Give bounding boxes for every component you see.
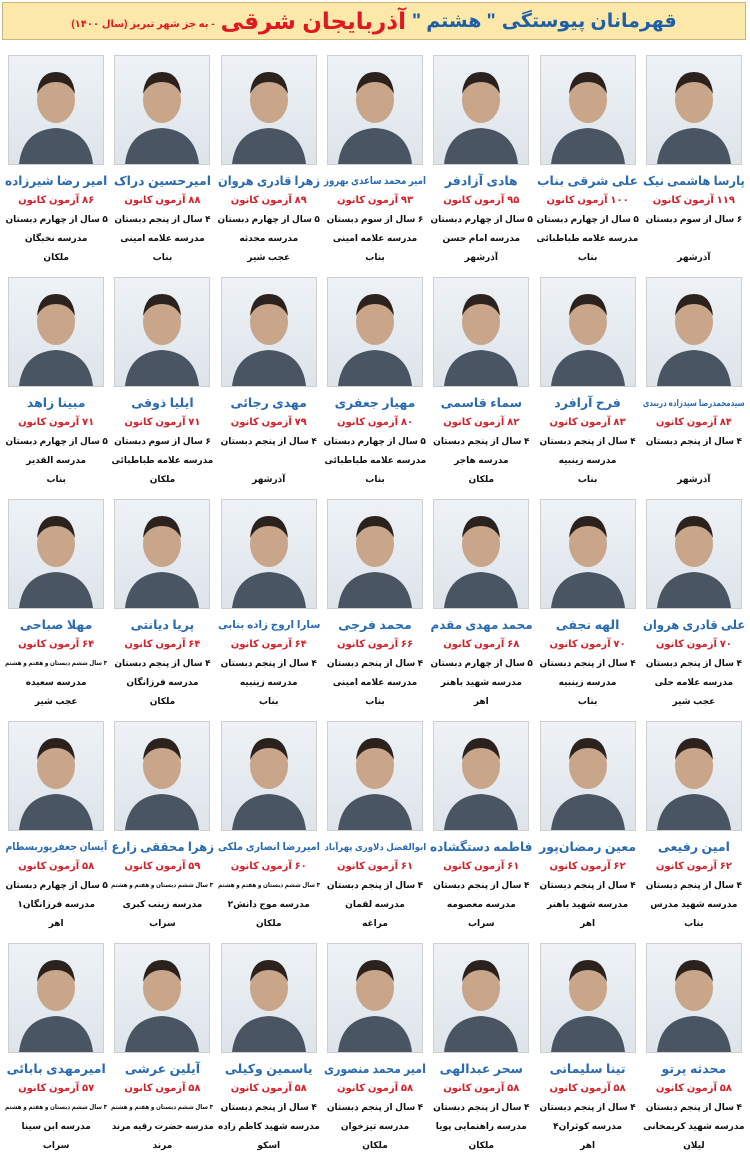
student-name: معین رمضان‌پور — [539, 840, 637, 854]
exam-count: ۶۱ آزمون کانون — [443, 861, 520, 872]
student-name: ابوالفضل دلاوری پهرآباد — [324, 842, 426, 852]
student-name: سحر عبدالهی — [439, 1062, 523, 1076]
city-name: بناب — [577, 252, 598, 262]
student-card — [109, 716, 215, 938]
student-card — [322, 716, 428, 938]
grade-span: ۴ سال از پنجم دبستان — [326, 658, 424, 668]
exam-count: ۸۲ آزمون کانون — [443, 417, 520, 428]
school-name: مدرسه علامه امینی — [332, 677, 418, 687]
poster-header — [2, 2, 746, 40]
student-name: سیدمحمدرضا سیدزاده دربندی — [643, 398, 745, 408]
student-card — [641, 272, 747, 494]
student-name: هادی آزادفر — [444, 174, 518, 188]
grade-span: ۵ سال از چهارم دبستان — [5, 214, 108, 224]
student-card — [3, 494, 109, 716]
student-photo — [8, 943, 104, 1053]
student-card — [641, 938, 747, 1160]
exam-count: ۶۸ آزمون کانون — [443, 639, 520, 650]
exam-count: ۵۸ آزمون کانون — [230, 1083, 307, 1094]
school-name: مدرسه موج دانش۲ — [227, 899, 310, 909]
student-photo — [221, 943, 317, 1053]
city-name: عجب شیر — [247, 252, 291, 262]
school-name: مدرسه تیزخوان — [340, 1121, 410, 1131]
student-photo — [114, 943, 210, 1053]
school-name: مدرسه زینب کبری — [122, 899, 203, 909]
city-name: بناب — [259, 696, 279, 706]
school-name: مدرسه حضرت رقیه مرند — [111, 1121, 214, 1131]
student-card — [216, 50, 322, 272]
student-card — [534, 938, 640, 1160]
exam-count: ۶۱ آزمون کانون — [336, 861, 414, 872]
school-name: مدرسه شهید کریمخانی — [643, 1121, 745, 1131]
exam-count: ۸۰ آزمون کانون — [336, 417, 414, 428]
student-photo — [8, 721, 104, 831]
school-name: مدرسه علامه امینی — [120, 233, 205, 243]
city-name: سراب — [149, 918, 176, 928]
grade-span: ۵ سال از چهارم دبستان — [323, 436, 427, 446]
exam-count: ۱۰۰ آزمون کانون — [546, 195, 629, 206]
grade-span: ۴ سال از پنجم دبستان — [645, 880, 743, 890]
grade-span: ۶ سال از سوم دبستان — [645, 214, 743, 224]
student-card — [3, 716, 109, 938]
exam-count: ۵۸ آزمون کانون — [549, 1083, 626, 1094]
school-name: مدرسه شهید کاظم زاده — [217, 1121, 320, 1131]
school-name: مدرسه ابن سینا — [21, 1121, 91, 1131]
grade-span: ۴ سال از پنجم دبستان — [220, 1102, 317, 1112]
title-part-note: - به جز شهر تبریز (سال ۱۴۰۰) — [71, 19, 215, 30]
student-name: امیر محمد منصوری — [324, 1062, 426, 1076]
exam-count: ۸۴ آزمون کانون — [655, 417, 732, 428]
city-name: بناب — [577, 474, 598, 484]
city-name: آذرشهر — [677, 474, 711, 484]
student-name: امیر رضا شیرزاده — [5, 174, 108, 188]
city-name: عجب شیر — [672, 696, 716, 706]
student-photo — [221, 721, 317, 831]
student-photo — [540, 943, 636, 1053]
student-card — [428, 716, 534, 938]
student-photo — [646, 277, 742, 387]
school-name: مدرسه لقمان — [345, 899, 405, 909]
student-name: زهرا محققی زارع — [111, 840, 214, 854]
grade-span: ۴ سال از پنجم دبستان — [220, 658, 317, 668]
exam-count: ۵۸ آزمون کانون — [655, 1083, 732, 1094]
exam-count: ۸۹ آزمون کانون — [230, 195, 307, 206]
grade-span: ۵ سال از چهارم دبستان — [430, 658, 533, 668]
grade-span: ۵ سال از چهارم دبستان — [5, 436, 108, 446]
city-name: لیلان — [683, 1140, 705, 1150]
student-photo — [540, 499, 636, 609]
exam-count: ۶۰ آزمون کانون — [230, 861, 307, 872]
student-card — [428, 938, 534, 1160]
city-name: بناب — [46, 474, 66, 484]
student-name: علی شرقی بناب — [536, 174, 639, 188]
student-photo — [221, 55, 317, 165]
student-photo — [540, 721, 636, 831]
grade-span: ۳ سال ششم دبستان و هفتم و هشتم — [5, 1104, 108, 1111]
student-name: امیرحسین دراک — [113, 174, 212, 188]
students-grid — [3, 50, 747, 1160]
student-name: سماء قاسمی — [440, 396, 523, 410]
student-name: پارسا هاشمی نیک — [642, 174, 745, 188]
city-name: عجب شیر — [34, 696, 78, 706]
school-name: مدرسه علامه طباطبائی — [111, 455, 214, 465]
student-card — [216, 938, 322, 1160]
student-card — [428, 494, 534, 716]
school-name: مدرسه فرزانگان — [126, 677, 199, 687]
grade-span: ۵ سال از چهارم دبستان — [217, 214, 320, 224]
student-name: مبینا زاهد — [26, 396, 86, 410]
city-name: ملکان — [468, 1140, 495, 1150]
grade-span: ۵ سال از چهارم دبستان — [5, 880, 108, 890]
school-name: مدرسه زینبیه — [558, 455, 617, 465]
city-name: مرند — [152, 1140, 173, 1150]
school-name: مدرسه فرزانگان۱ — [17, 899, 96, 909]
student-card — [216, 494, 322, 716]
school-name: مدرسه القدیر — [26, 455, 87, 465]
school-name: مدرسه علامه حلی — [654, 677, 734, 687]
student-photo — [114, 277, 210, 387]
student-card — [534, 716, 640, 938]
student-name: امیررضا انصاری ملکی — [217, 841, 320, 853]
exam-count: ۷۰ آزمون کانون — [549, 639, 626, 650]
student-card — [641, 50, 747, 272]
grade-span: ۴ سال از پنجم دبستان — [539, 658, 636, 668]
student-card — [428, 50, 534, 272]
student-card — [109, 50, 215, 272]
student-card — [428, 272, 534, 494]
student-photo — [327, 499, 423, 609]
exam-count: ۵۸ آزمون کانون — [124, 1083, 201, 1094]
city-name: ملکان — [468, 474, 495, 484]
students-row — [3, 50, 747, 272]
exam-count: ۵۷ آزمون کانون — [18, 1083, 95, 1094]
grade-span: ۳ سال ششم دبستان و هفتم و هشتم — [5, 660, 108, 667]
city-name: آذرشهر — [252, 474, 286, 484]
student-photo — [540, 277, 636, 387]
student-card — [3, 50, 109, 272]
grade-span: ۳ سال ششم دبستان و هفتم و هشتم — [217, 882, 320, 889]
students-row — [3, 272, 747, 494]
grade-span: ۴ سال از پنجم دبستان — [433, 436, 530, 446]
grade-span: ۴ سال از پنجم دبستان — [645, 1102, 743, 1112]
exam-count: ۹۵ آزمون کانون — [443, 195, 520, 206]
student-photo — [114, 55, 210, 165]
exam-count: ۱۱۹ آزمون کانون — [652, 195, 735, 206]
grade-span: ۳ سال ششم دبستان و هفتم و هشتم — [111, 882, 214, 889]
student-name: الهه نجفی — [555, 618, 620, 632]
grade-span: ۴ سال از پنجم دبستان — [645, 658, 743, 668]
student-name: محدثه پرتو — [661, 1062, 727, 1076]
student-photo — [646, 943, 742, 1053]
student-photo — [327, 721, 423, 831]
exam-count: ۶۲ آزمون کانون — [655, 861, 732, 872]
grade-span: ۵ سال از چهارم دبستان — [536, 214, 639, 224]
grade-span: ۴ سال از پنجم دبستان — [539, 1102, 636, 1112]
grade-span: ۵ سال از چهارم دبستان — [430, 214, 533, 224]
exam-count: ۸۳ آزمون کانون — [549, 417, 626, 428]
city-name: ملکان — [149, 474, 176, 484]
student-card — [216, 272, 322, 494]
student-photo — [114, 721, 210, 831]
student-name: امین رفیعی — [657, 840, 730, 854]
exam-count: ۶۴ آزمون کانون — [18, 639, 95, 650]
title-part-grade: " هشتم " — [411, 10, 496, 32]
student-photo — [327, 55, 423, 165]
school-name: مدرسه راهنمایی پویا — [435, 1121, 527, 1131]
student-name: ایلیا ذوقی — [131, 396, 194, 410]
city-name: مراغه — [362, 918, 388, 928]
student-name: فرح آرافرد — [554, 396, 621, 410]
student-photo — [221, 499, 317, 609]
student-card — [322, 50, 428, 272]
school-name: مدرسه شهید مدرس — [650, 899, 738, 909]
student-photo — [221, 277, 317, 387]
exam-count: ۵۸ آزمون کانون — [18, 861, 95, 872]
student-card — [216, 716, 322, 938]
title-part-province: آذربایجان شرقی — [220, 7, 406, 34]
exam-count: ۵۸ آزمون کانون — [336, 1083, 414, 1094]
student-photo — [646, 499, 742, 609]
city-name: اسکو — [257, 1140, 281, 1150]
student-photo — [646, 55, 742, 165]
city-name: سراب — [42, 1140, 70, 1150]
city-name: ملکان — [43, 252, 69, 262]
student-name: علی قادری هروان — [642, 618, 746, 632]
school-name: مدرسه نخبگان — [24, 233, 88, 243]
student-photo — [433, 721, 529, 831]
exam-count: ۷۹ آزمون کانون — [230, 417, 307, 428]
student-name: تینا سلیمانی — [549, 1062, 626, 1076]
city-name: ملکان — [149, 696, 176, 706]
city-name: اهر — [580, 1140, 596, 1150]
student-name: آیلین عرشی — [124, 1062, 201, 1076]
exam-count: ۵۹ آزمون کانون — [124, 861, 201, 872]
grade-span: ۴ سال از پنجم دبستان — [220, 436, 317, 446]
city-name: اهر — [48, 918, 64, 928]
grade-span: ۳ سال ششم دبستان و هفتم و هشتم — [111, 1104, 214, 1111]
grade-span: ۴ سال از پنجم دبستان — [326, 1102, 424, 1112]
student-card — [3, 938, 109, 1160]
student-photo — [433, 55, 529, 165]
student-card — [534, 494, 640, 716]
student-name: یاسمین وکیلی — [224, 1062, 313, 1076]
school-name: مدرسه سعیده — [25, 677, 87, 687]
city-name: ملکان — [362, 1140, 388, 1150]
student-card — [3, 272, 109, 494]
student-card — [534, 50, 640, 272]
city-name: بناب — [577, 696, 598, 706]
school-name: مدرسه علامه امینی — [332, 233, 418, 243]
school-name: مدرسه زینبیه — [558, 677, 617, 687]
student-name: پریا دیانتی — [130, 618, 195, 632]
student-photo — [8, 277, 104, 387]
student-card — [641, 716, 747, 938]
student-card — [641, 494, 747, 716]
school-name: مدرسه کوثران۴ — [553, 1121, 623, 1131]
student-name: محمد فرجی — [338, 618, 412, 632]
student-name: آیسان جعفرپوربسطام — [5, 841, 108, 853]
title-part-champions: قهرمانان پیوستگی — [501, 10, 677, 32]
city-name: ملکان — [255, 918, 282, 928]
student-name: مهیار جعفری — [334, 396, 416, 410]
grade-span: ۴ سال از پنجم دبستان — [326, 880, 424, 890]
student-name: فاطمه دستگشاده — [430, 840, 533, 854]
exam-count: ۹۳ آزمون کانون — [336, 195, 414, 206]
student-name: امیرمهدی بابائی — [6, 1062, 106, 1076]
exam-count: ۷۱ آزمون کانون — [124, 417, 201, 428]
city-name: بناب — [684, 918, 704, 928]
grade-span: ۶ سال از سوم دبستان — [326, 214, 424, 224]
school-name: مدرسه امام حسن — [442, 233, 521, 243]
student-photo — [8, 499, 104, 609]
exam-count: ۶۲ آزمون کانون — [549, 861, 626, 872]
city-name: بناب — [365, 252, 385, 262]
student-photo — [114, 499, 210, 609]
school-name: مدرسه علامه طباطبائی — [536, 233, 639, 243]
student-name: محمد مهدی مقدم — [430, 618, 533, 632]
exam-count: ۶۴ آزمون کانون — [230, 639, 307, 650]
exam-count: ۶۴ آزمون کانون — [124, 639, 201, 650]
student-photo — [327, 943, 423, 1053]
grade-span: ۴ سال از پنجم دبستان — [645, 436, 743, 446]
city-name: بناب — [365, 696, 385, 706]
grade-span: ۴ سال از پنجم دبستان — [114, 214, 211, 224]
school-name: مدرسه محدثه — [239, 233, 299, 243]
city-name: آذرشهر — [464, 252, 498, 262]
student-card — [109, 494, 215, 716]
exam-count: ۶۶ آزمون کانون — [336, 639, 414, 650]
exam-count: ۸۶ آزمون کانون — [18, 195, 95, 206]
student-photo — [540, 55, 636, 165]
grade-span: ۴ سال از پنجم دبستان — [539, 880, 636, 890]
school-name: مدرسه علامه طباطبائی — [324, 455, 426, 465]
grade-span: ۴ سال از پنجم دبستان — [114, 658, 211, 668]
grade-span: ۴ سال از پنجم دبستان — [433, 880, 530, 890]
exam-count: ۸۸ آزمون کانون — [124, 195, 201, 206]
student-card — [322, 938, 428, 1160]
city-name: اهر — [473, 696, 489, 706]
school-name: مدرسه معصومه — [446, 899, 516, 909]
student-photo — [433, 277, 529, 387]
grade-span: ۴ سال از پنجم دبستان — [539, 436, 636, 446]
student-photo — [646, 721, 742, 831]
student-name: سارا اروج زاده بنابی — [217, 619, 320, 631]
grade-span: ۶ سال از سوم دبستان — [114, 436, 211, 446]
school-name: مدرسه هاجر — [454, 455, 509, 465]
student-card — [534, 272, 640, 494]
student-name: امیر محمد ساعدی بهروز — [324, 175, 427, 187]
students-row — [3, 938, 747, 1160]
school-name: مدرسه زینبیه — [239, 677, 298, 687]
city-name: سراب — [468, 918, 495, 928]
student-card — [322, 272, 428, 494]
student-card — [322, 494, 428, 716]
student-photo — [433, 499, 529, 609]
student-name: زهرا قادری هروان — [217, 174, 320, 188]
exam-count: ۷۱ آزمون کانون — [18, 417, 95, 428]
exam-count: ۷۰ آزمون کانون — [655, 639, 732, 650]
student-card — [109, 272, 215, 494]
student-photo — [327, 277, 423, 387]
city-name: آذرشهر — [677, 252, 711, 262]
student-name: مهدی رجائی — [230, 396, 307, 410]
city-name: بناب — [152, 252, 173, 262]
school-name: مدرسه شهید باهنر — [546, 899, 629, 909]
student-photo — [433, 943, 529, 1053]
student-name: مهلا صباحی — [19, 618, 93, 632]
grade-span: ۴ سال از پنجم دبستان — [433, 1102, 530, 1112]
school-name: مدرسه شهید باهنر — [440, 677, 522, 687]
student-card — [109, 938, 215, 1160]
city-name: اهر — [580, 918, 596, 928]
exam-count: ۵۸ آزمون کانون — [443, 1083, 520, 1094]
student-photo — [8, 55, 104, 165]
students-row — [3, 494, 747, 716]
students-row — [3, 716, 747, 938]
city-name: بناب — [365, 474, 385, 484]
